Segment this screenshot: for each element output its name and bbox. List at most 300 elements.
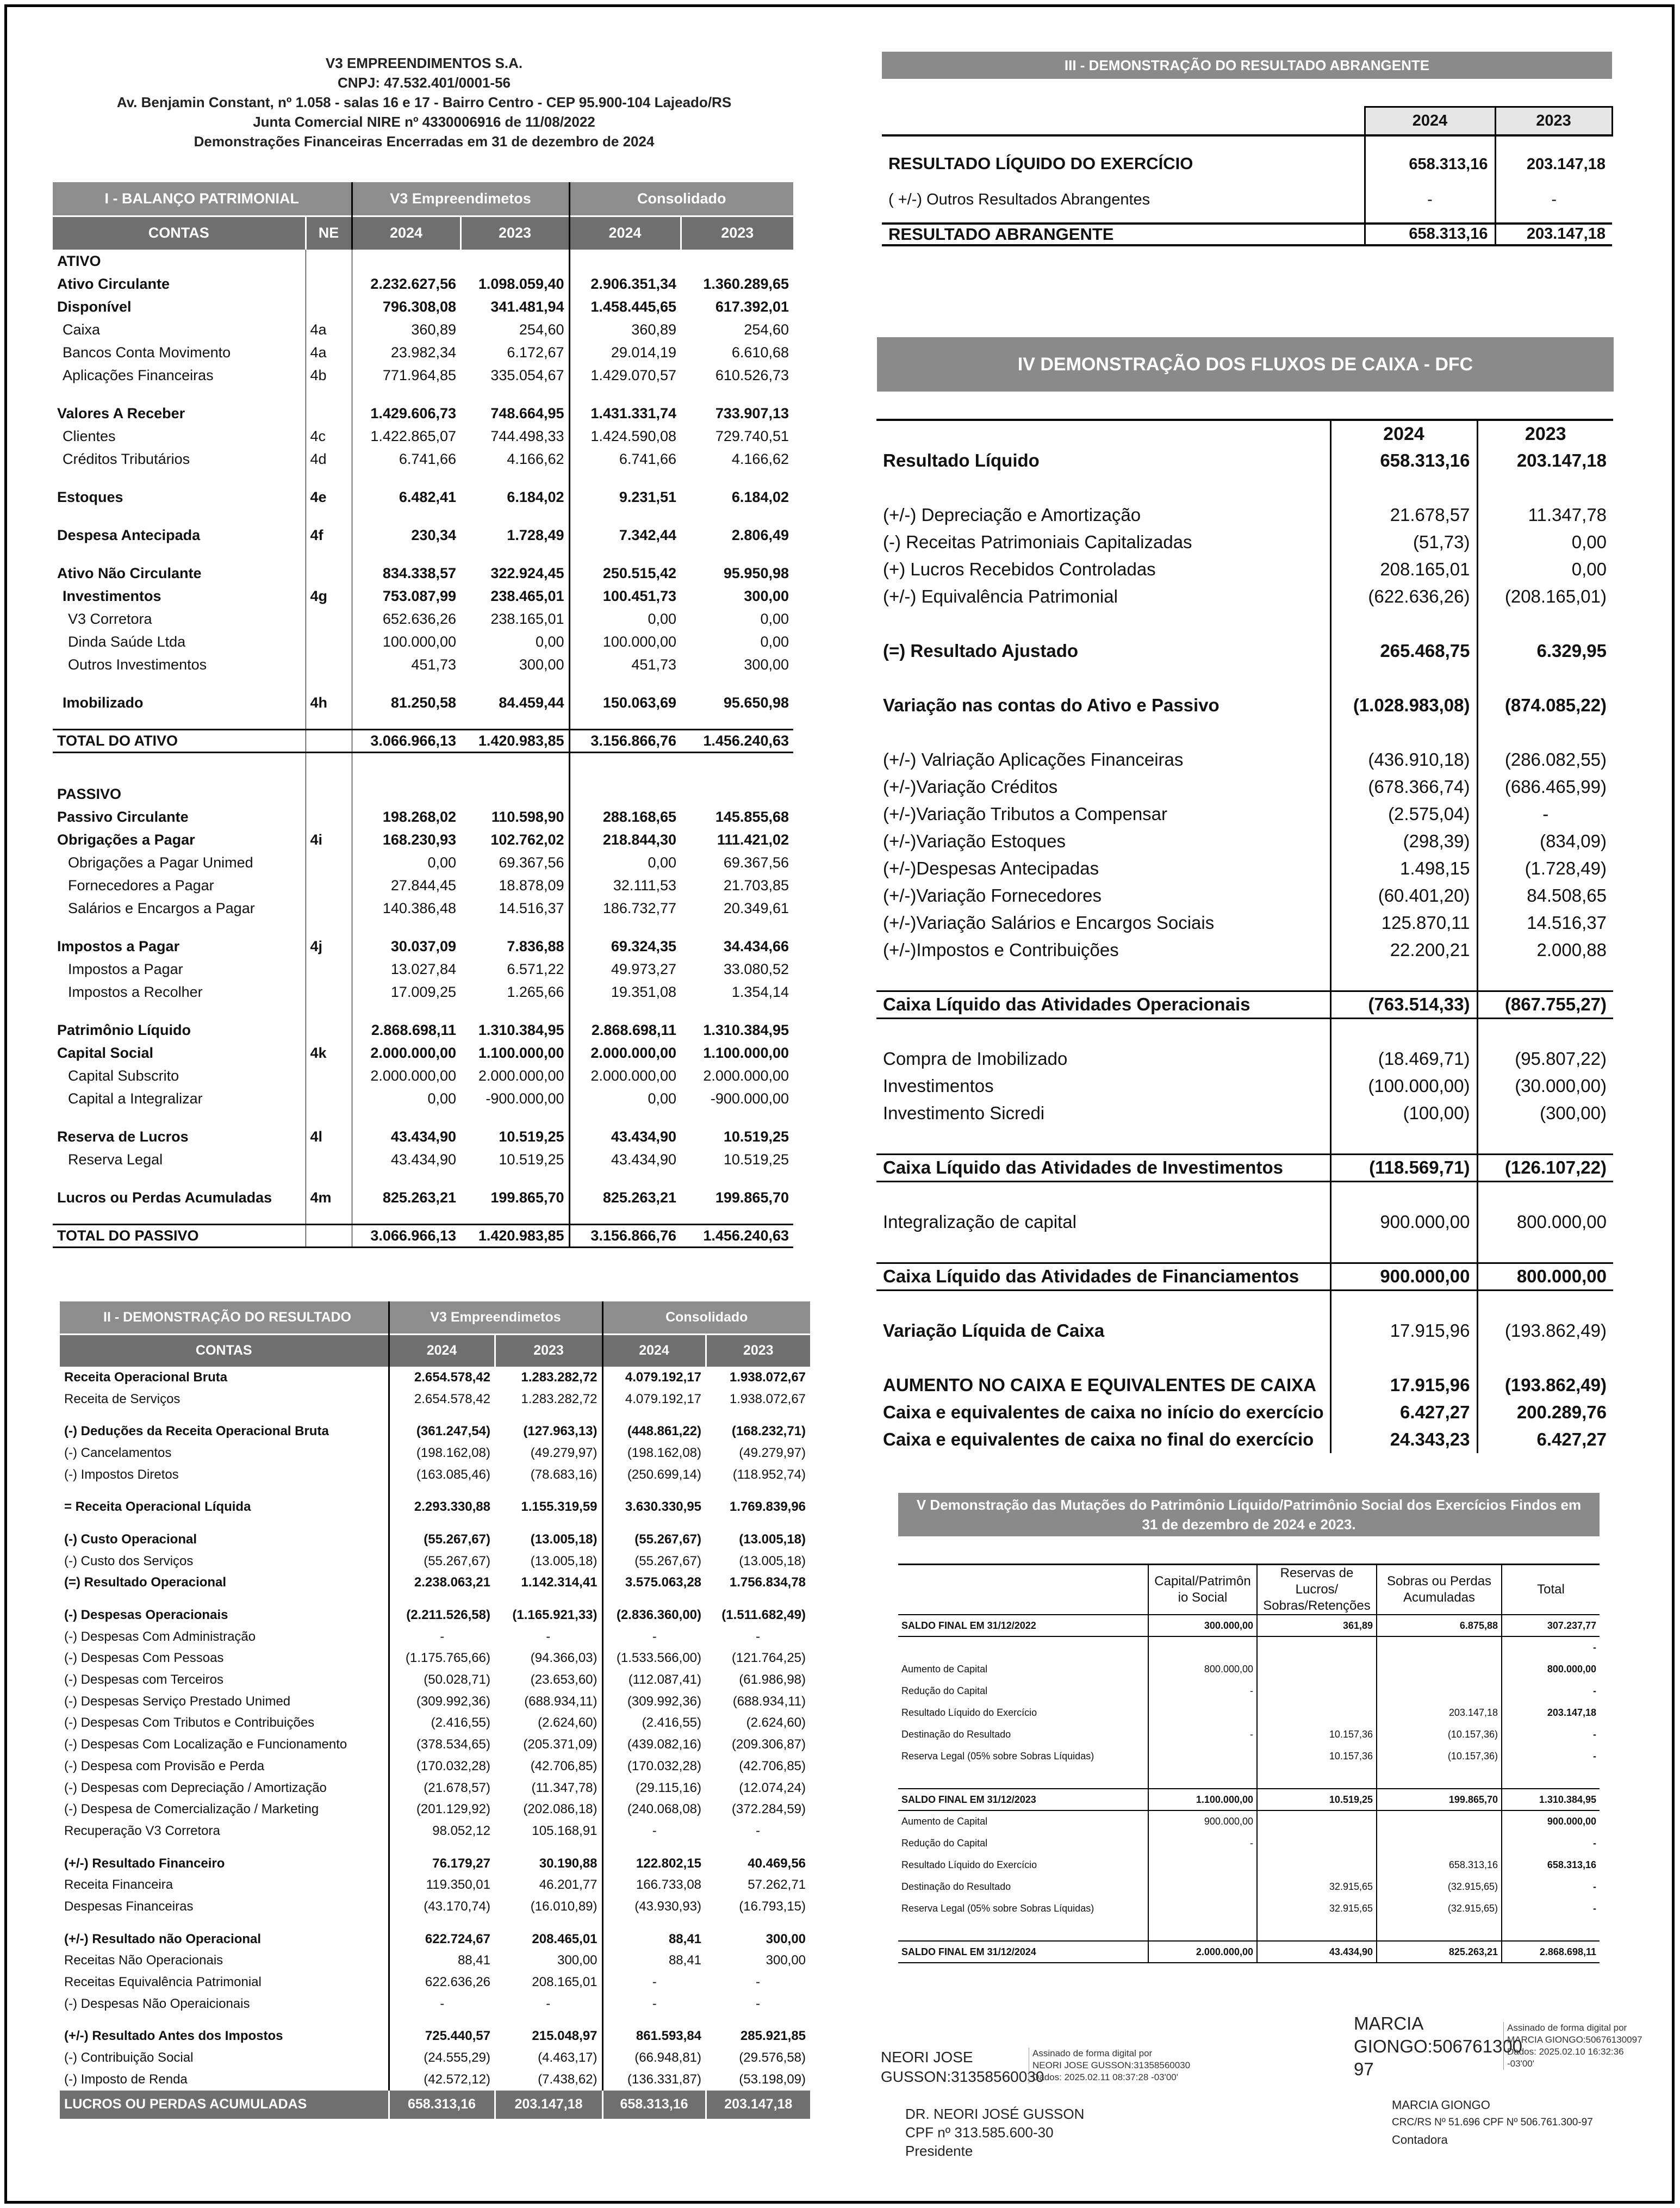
dmpl-value [1257, 1702, 1377, 1723]
dre-value: - [389, 1993, 495, 2015]
dre-value: 76.179,27 [389, 1853, 495, 1875]
dfc-row [876, 991, 1613, 1018]
balanco-value: 796.308,08 [382, 298, 456, 315]
marcia-signature-name [1354, 2012, 1522, 2081]
balanco-value: 199.865,70 [715, 1189, 789, 1206]
balanco-value: 1.360.289,65 [703, 275, 789, 292]
balanco-account: Impostos a Pagar [68, 960, 183, 977]
balanco-value [569, 387, 681, 402]
balanco-note [306, 630, 352, 653]
dmpl-row [898, 1702, 1600, 1723]
dre-value: (12.074,24) [739, 1780, 806, 1795]
dre-value: 208.465,01 [532, 1931, 598, 1946]
dmpl-value: 2.000.000,00 [1148, 1941, 1257, 1963]
dfc-label [876, 719, 1330, 746]
dra-table [882, 106, 1613, 246]
dmpl-value: (32.915,65) [1377, 1876, 1502, 1897]
balanco-account: Caixa [63, 321, 101, 338]
dre-value [602, 2015, 706, 2026]
dre-value: (94.366,03) [530, 1651, 598, 1666]
dfc-value [1330, 1236, 1477, 1263]
balanco-account: TOTAL DO ATIVO [53, 729, 306, 752]
marcia-printed-name [1392, 2097, 1593, 2149]
balanco-row [53, 585, 793, 607]
balanco-row [53, 1003, 793, 1019]
dre-row [60, 2015, 810, 2026]
marcia-print-line: MARCIA GIONGO [1392, 2098, 1490, 2112]
balanco-row [53, 828, 793, 851]
balanco-row [53, 1041, 793, 1064]
dre-value: (309.992,36) [389, 1691, 495, 1713]
dfc-row [876, 801, 1613, 828]
balanco-value: 733.907,13 [715, 405, 789, 421]
balanco-value: 2.868.698,11 [569, 1019, 681, 1041]
balanco-account: Passivo Circulante [57, 808, 189, 825]
dre-value: (372.284,59) [731, 1802, 806, 1817]
dfc-value: (867.755,27) [1477, 991, 1613, 1018]
balanco-value: 238.165,01 [490, 610, 564, 627]
balanco-note: 4f [306, 524, 352, 547]
balanco-value [569, 767, 681, 783]
dfc-label [876, 1236, 1330, 1263]
balanco-value: 0,00 [427, 854, 456, 871]
dre-value: 300,00 [766, 1931, 806, 1946]
dmpl-title: V Demonstração das Mutações do Patrimônio Líquido/Patrimônio Social dos Exercícios Findos em 31 de dezembro de 2024 e 2023. [898, 1493, 1600, 1536]
dre-value [602, 1485, 706, 1496]
balanco-value: 19.351,08 [569, 981, 681, 1003]
dre-row [60, 1464, 810, 1486]
dre-value: (209.306,87) [731, 1737, 806, 1752]
neori-digital-line: Dados: 2025.02.11 08:37:28 -03'00' [1032, 2072, 1178, 2082]
dre-value: 622.636,26 [389, 1971, 495, 1993]
dre-value [389, 1842, 495, 1853]
balanco-note [306, 767, 352, 783]
balanco-value: 1.424.590,08 [569, 425, 681, 448]
balanco-value [352, 387, 461, 402]
dfc-label: (+/-)Variação Créditos [883, 777, 1058, 797]
dre-row [60, 1853, 810, 1875]
balanco-note: 4i [306, 828, 352, 851]
balanco-value: 7.836,88 [507, 938, 564, 954]
dre-value: - [602, 1971, 706, 1993]
balanco-value: 652.636,26 [382, 610, 456, 627]
dmpl-value [1257, 1658, 1377, 1680]
balanco-value [461, 387, 569, 402]
balanco-value: 451,73 [569, 653, 681, 676]
dmpl-label: Aumento de Capital [901, 1816, 988, 1827]
dfc-label: (+) Lucros Recebidos Controladas [883, 559, 1156, 579]
balanco-account: Estoques [57, 488, 123, 505]
balanco-value: 100.000,00 [569, 630, 681, 653]
dfc-value [1477, 1344, 1613, 1372]
dre-account: (-) Despesa de Comercialização / Marketing [64, 1802, 319, 1817]
balanco-account: Dinda Saúde Ltda [68, 633, 186, 650]
dfc-value: (60.401,20) [1330, 882, 1477, 909]
balanco-value: 0,00 [569, 1087, 681, 1110]
dra-row-label: RESULTADO LÍQUIDO DO EXERCÍCIO [882, 135, 1365, 178]
dmpl-value: 900.000,00 [1502, 1810, 1600, 1832]
dfc-value: 11.347,78 [1528, 505, 1607, 525]
dre-value: 1.283.282,72 [521, 1369, 598, 1385]
dmpl-label: Reserva Legal (05% sobre Sobras Líquidas) [901, 1902, 1094, 1914]
dre-value [389, 1410, 495, 1421]
dmpl-label: Redução do Capital [901, 1685, 988, 1696]
dre-account: (-) Custo Operacional [64, 1531, 197, 1547]
balanco-value: 2.868.698,11 [371, 1021, 456, 1038]
dre-value: (78.683,16) [530, 1467, 598, 1482]
dmpl-value [1148, 1702, 1257, 1723]
dre-value: 622.724,67 [389, 1928, 495, 1950]
dre-row [60, 1626, 810, 1648]
balanco-value [569, 714, 681, 729]
dmpl-row [898, 1767, 1600, 1789]
dre-col-year: 2024 [602, 1334, 706, 1367]
dfc-value: (100,00) [1330, 1100, 1477, 1127]
dmpl-value [1502, 1919, 1600, 1941]
dre-value: (55.267,67) [389, 1550, 495, 1572]
balanco-value: 617.392,01 [715, 298, 789, 315]
balanco-value [681, 508, 793, 524]
dmpl-value: 361,89 [1257, 1615, 1377, 1636]
balanco-note [306, 783, 352, 805]
balanco-value: 21.703,85 [723, 877, 789, 894]
dre-account: (-) Despesas Com Administração [64, 1629, 256, 1644]
dmpl-value [1377, 1767, 1502, 1789]
balanco-value [461, 752, 569, 767]
dfc-label: (+/-)Despesas Antecipadas [883, 858, 1099, 878]
dfc-value: (286.082,55) [1504, 749, 1607, 770]
dre-account: Receitas Não Operacionais [64, 1953, 223, 1968]
dre-value [602, 1918, 706, 1928]
balanco-row [53, 1019, 793, 1041]
dre-row [60, 1971, 810, 1993]
dre-account: (-) Impostos Diretos [64, 1467, 179, 1482]
dre-value: (42.572,12) [389, 2069, 495, 2091]
balanco-note [306, 920, 352, 935]
marcia-print-line: Contadora [1392, 2133, 1448, 2147]
balanco-value: 341.481,94 [490, 298, 564, 315]
balanco-value: 1.100.000,00 [703, 1044, 789, 1061]
dre-value [602, 1593, 706, 1604]
balanco-value [461, 1171, 569, 1186]
dfc-row [876, 909, 1613, 936]
dfc-label [876, 1181, 1330, 1208]
dfc-value: 203.147,18 [1516, 450, 1607, 470]
balanco-value: 1.458.445,65 [569, 295, 681, 318]
balanco-value: 9.231,51 [569, 486, 681, 508]
dmpl-col: Total [1502, 1565, 1600, 1615]
balanco-value [352, 250, 461, 272]
balanco-value [352, 1110, 461, 1125]
dmpl-value: 32.915,65 [1257, 1897, 1377, 1919]
dre-total-value: 658.313,16 [602, 2091, 706, 2119]
dre-value: (21.678,57) [389, 1777, 495, 1799]
dfc-row [876, 746, 1613, 773]
dre-value: (13.005,18) [739, 1553, 806, 1568]
dre-value: 861.593,84 [602, 2026, 706, 2048]
balanco-value: 34.434,66 [723, 938, 789, 954]
balanco-value [461, 767, 569, 783]
dmpl-value [1148, 1876, 1257, 1897]
dre-value: (49.279,97) [530, 1445, 598, 1460]
dre-row [60, 1496, 810, 1518]
balanco-value: 1.420.983,85 [461, 729, 569, 752]
balanco-note: 4a [306, 341, 352, 364]
balanco-value: 451,73 [411, 656, 456, 673]
dre-value: - [602, 1820, 706, 1842]
dmpl-row [898, 1919, 1600, 1941]
balanco-account: Reserva de Lucros [57, 1128, 189, 1145]
dre-value: 1.142.314,41 [521, 1575, 598, 1590]
balanco-row [53, 1148, 793, 1171]
dmpl-value: 1.310.384,95 [1502, 1789, 1600, 1810]
balanco-row [53, 783, 793, 805]
dmpl-value: 307.237,77 [1502, 1615, 1600, 1636]
dre-account [60, 2015, 389, 2026]
dmpl-col: Sobras ou Perdas Acumuladas [1377, 1565, 1502, 1615]
dfc-value: (300,00) [1540, 1103, 1607, 1123]
balanco-value [461, 783, 569, 805]
dfc-label [876, 1344, 1330, 1372]
document-subtitle: Demonstrações Financeiras Encerradas em 31 de dezembro de 2024 [194, 133, 655, 150]
balanco-value [681, 387, 793, 402]
dmpl-value: - [1148, 1680, 1257, 1702]
balanco-row [53, 470, 793, 486]
balanco-value: 4.166,62 [507, 450, 564, 467]
dmpl-value: 203.147,18 [1502, 1702, 1600, 1723]
balanco-note [306, 1087, 352, 1110]
dmpl-value [1148, 1636, 1257, 1658]
balanco-note [306, 981, 352, 1003]
balanco-note: 4g [306, 585, 352, 607]
balanco-value: 43.434,90 [390, 1128, 456, 1145]
dfc-label: (+/-)Variação Fornecedores [883, 885, 1102, 905]
dfc-value [1330, 1127, 1477, 1154]
balanco-account: Capital Social [57, 1044, 154, 1061]
dre-value [495, 2015, 602, 2026]
dre-value: (240.068,08) [602, 1798, 706, 1820]
dfc-value [1477, 474, 1613, 501]
dre-value: - [756, 1975, 761, 1990]
dre-value: (2.624,60) [746, 1715, 806, 1731]
dfc-value: (193.862,49) [1504, 1375, 1607, 1395]
balanco-note [306, 1064, 352, 1087]
balanco-value [569, 1003, 681, 1019]
balanco-row [53, 630, 793, 653]
balanco-value: -900.000,00 [486, 1090, 564, 1107]
dmpl-value [1148, 1854, 1257, 1876]
dre-row [60, 1550, 810, 1572]
balanco-value: 3.066.966,13 [352, 729, 461, 752]
dfc-row [876, 1181, 1613, 1208]
balanco-value: 250.515,42 [569, 562, 681, 585]
dfc-row [876, 1263, 1613, 1290]
balanco-value [681, 676, 793, 691]
dfc-value: (622.636,26) [1330, 583, 1477, 610]
dre-row [60, 2026, 810, 2048]
balanco-value: 49.973,27 [569, 958, 681, 981]
balanco-row [53, 607, 793, 630]
dre-total-value: 658.313,16 [389, 2091, 495, 2119]
balanco-account: Disponível [57, 298, 132, 315]
marcia-digital-line: -03'00' [1507, 2058, 1534, 2069]
dre-account: (-) Despesas Com Pessoas [64, 1651, 224, 1666]
dre-value [389, 1518, 495, 1529]
balanco-group-v3: V3 Empreendimetos [352, 182, 569, 216]
dfc-row [876, 1372, 1613, 1399]
dmpl-value: 10.157,36 [1257, 1745, 1377, 1767]
balanco-value: 3.066.966,13 [352, 1224, 461, 1247]
dmpl-label: Aumento de Capital [901, 1663, 988, 1674]
dmpl-label: Destinação do Resultado [901, 1881, 1011, 1892]
balanco-note: 4c [306, 425, 352, 448]
balanco-value [461, 250, 569, 272]
balanco-note: 4l [306, 1125, 352, 1148]
balanco-note [306, 897, 352, 920]
dfc-row [876, 474, 1613, 501]
dfc-value: (1.028.983,08) [1330, 692, 1477, 719]
dfc-value [1330, 1018, 1477, 1045]
balanco-row [53, 958, 793, 981]
balanco-row [53, 874, 793, 897]
balanco-row [53, 767, 793, 783]
balanco-value [352, 1003, 461, 1019]
balanco-value: 1.265,66 [507, 983, 564, 1000]
dfc-value [1330, 1344, 1477, 1372]
balanco-account [53, 470, 306, 486]
balanco-value: 27.844,45 [390, 877, 456, 894]
dmpl-value: (10.157,36) [1377, 1723, 1502, 1745]
dfc-label: Variação nas contas do Ativo e Passivo [883, 695, 1219, 715]
balanco-value: 0,00 [569, 851, 681, 874]
dmpl-value [1377, 1810, 1502, 1832]
dfc-value: 17.915,96 [1330, 1317, 1477, 1344]
dmpl-value [1148, 1919, 1257, 1941]
dfc-value [1477, 719, 1613, 746]
dre-row [60, 1950, 810, 1972]
balanco-note [306, 562, 352, 585]
dre-account: = Receita Operacional Líquida [64, 1499, 251, 1515]
dfc-table [876, 419, 1613, 1453]
dre-value: 300,00 [557, 1953, 598, 1968]
balanco-value [461, 1003, 569, 1019]
dre-row [60, 1518, 810, 1529]
dre-value: 1.938.072,67 [729, 1369, 806, 1385]
dre-account [60, 1485, 389, 1496]
dre-value [602, 1518, 706, 1529]
balanco-value [569, 250, 681, 272]
dre-value: 285.921,85 [740, 2029, 806, 2044]
balanco-value [681, 714, 793, 729]
balanco-value [569, 783, 681, 805]
balanco-value: 6.571,22 [507, 960, 564, 977]
dfc-label: AUMENTO NO CAIXA E EQUIVALENTES DE CAIXA [883, 1375, 1316, 1395]
balanco-value: 2.000.000,00 [478, 1067, 564, 1084]
dre-account [60, 1918, 389, 1928]
dfc-label: Compra de Imobilizado [883, 1049, 1068, 1069]
dra-row-value: 658.313,16 [1365, 224, 1495, 245]
dre-value: 1.155.319,59 [521, 1499, 598, 1515]
dra-col-year: 2024 [1365, 107, 1495, 135]
balanco-value [681, 250, 793, 272]
balanco-row [53, 295, 793, 318]
dfc-label: Caixa Líquido das Atividades Operacionais [876, 991, 1330, 1018]
dre-value [495, 1593, 602, 1604]
dfc-row [876, 1344, 1613, 1372]
dmpl-label: SALDO FINAL EM 31/12/2023 [898, 1789, 1148, 1810]
dfc-label [876, 474, 1330, 501]
balanco-value [461, 676, 569, 691]
dfc-row [876, 610, 1613, 637]
dre-value: (688.934,11) [524, 1694, 598, 1709]
balanco-row [53, 981, 793, 1003]
dre-row [60, 1421, 810, 1442]
balanco-account: Clientes [63, 427, 116, 444]
dre-value: 57.262,71 [748, 1877, 806, 1893]
marcia-name-line: GIONGO:506761300 [1354, 2036, 1523, 2056]
dre-value: 166.733,08 [602, 1874, 706, 1896]
balanco-value: 10.519,25 [723, 1128, 789, 1145]
balanco-value: 1.456.240,63 [681, 1224, 793, 1247]
dfc-label: (=) Resultado Ajustado [883, 641, 1079, 661]
neori-digital-line: Assinado de forma digital por [1032, 2048, 1153, 2058]
dfc-value [1477, 1018, 1613, 1045]
balanco-account [53, 508, 306, 524]
dfc-label: Resultado Líquido [883, 450, 1040, 470]
dre-account: (-) Despesa com Provisão e Perda [64, 1758, 265, 1773]
balanco-value: 2.000.000,00 [703, 1067, 789, 1084]
dfc-value: 6.427,27 [1330, 1399, 1477, 1426]
balanco-value: 95.950,98 [723, 565, 789, 581]
balanco-value [461, 470, 569, 486]
dre-value: 105.168,91 [532, 1823, 598, 1838]
dre-row [60, 1648, 810, 1670]
balanco-value [681, 920, 793, 935]
dre-value: (24.555,29) [389, 2047, 495, 2069]
dmpl-value: 32.915,65 [1257, 1876, 1377, 1897]
balanco-value [681, 1171, 793, 1186]
dre-value: (121.764,25) [731, 1651, 806, 1666]
dmpl-value: - [1502, 1723, 1600, 1745]
dre-account: Receita Financeira [64, 1877, 173, 1893]
balanco-value: 1.420.983,85 [461, 1224, 569, 1247]
dre-value [389, 1593, 495, 1604]
dre-account: (-) Despesas com Terceiros [64, 1672, 223, 1688]
dmpl-value: - [1502, 1636, 1600, 1658]
dra-row-label: RESULTADO ABRANGENTE [882, 224, 1365, 245]
company-name: V3 EMPREENDIMENTOS S.A. [325, 55, 523, 71]
balanco-value: 6.184,02 [731, 488, 789, 505]
dmpl-value: - [1502, 1832, 1600, 1854]
dmpl-label: Destinação do Resultado [901, 1728, 1011, 1740]
dfc-value: 0,00 [1571, 532, 1607, 552]
balanco-value: 610.526,73 [715, 367, 789, 383]
dre-table [60, 1301, 810, 2119]
dre-total-value: 203.147,18 [706, 2091, 810, 2119]
dmpl-label [898, 1767, 1148, 1789]
balanco-col-year: 2024 [352, 216, 461, 250]
balanco-note: 4k [306, 1041, 352, 1064]
dfc-value: (95.807,22) [1515, 1049, 1607, 1069]
balanco-note [306, 653, 352, 676]
dre-col-year: 2023 [706, 1334, 810, 1367]
dfc-value: 17.915,96 [1330, 1372, 1477, 1399]
dfc-value: 24.343,23 [1330, 1426, 1477, 1453]
dre-value: (1.511.682,49) [721, 1608, 806, 1623]
dfc-value [1330, 610, 1477, 637]
dmpl-label: SALDO FINAL EM 31/12/2024 [898, 1941, 1148, 1963]
dfc-label: Caixa Líquido das Atividades de Investimentos [876, 1154, 1330, 1181]
